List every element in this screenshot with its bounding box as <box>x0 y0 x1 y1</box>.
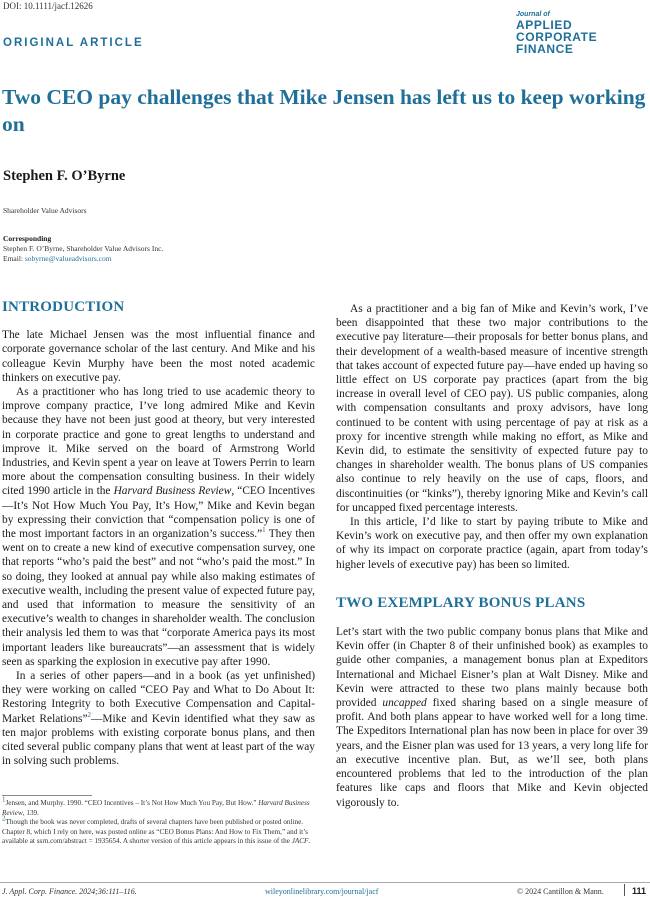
footnote-2-italic: JACF <box>291 837 309 845</box>
section2-p1-text-b: fixed sharing based on a single measure of profit. And both plans appear to have worked well for a long time. The Expeditors International plan has now been in place for over 39 years, and the Eisner plan was used for 13 years, a very long life for an executive incentive plan. But, as we’ll see, both plans encountered problems that led to the introduction of the plan features like caps and floors that Mike and Kevin objected vigorously to. <box>336 697 648 809</box>
footnote-2 <box>2 814 315 847</box>
footnote-divider <box>2 795 92 796</box>
footnote-1-number: 1 <box>2 795 6 804</box>
email-label: Email: <box>3 254 25 263</box>
corresponding-name: Stephen F. O’Byrne, Shareholder Value Advisors Inc. <box>3 244 164 253</box>
intro-paragraph-1: The late Michael Jensen was the most influential finance and corporate governance scholar of the last century. And Mike and his colleague Kevin Murphy have been the most noted academic thinkers on executive pay. <box>2 329 315 384</box>
intro-heading: INTRODUCTION <box>2 299 125 315</box>
footnote-2-text-b: . <box>308 837 311 845</box>
footer-citation: J. Appl. Corp. Finance. 2024;36:111–116. <box>2 887 137 896</box>
intro-p2-text-c: They then went on to create a new kind of executive compensation survey, one that reports “who’s paid the best” and not “who’s paid the most.” In so doing, they looked at annual pay while also making estimates of executive wealth, including the present value of expected future pay, and used that information to measure the sensitivity of an executive’s wealth to changes in shareholder wealth. The conclusion their analysis led them to was that “corporate America pays its most important leaders like bureaucrats”—an assessment that is widely seen as sparking the explosion in executive pay after 1990. <box>2 528 315 668</box>
corresponding-heading: Corresponding <box>3 234 52 243</box>
intro-p2-journal: Harvard Business Review <box>113 485 232 498</box>
right-column <box>336 302 648 810</box>
journal-logo-line1: Journal of <box>516 11 550 18</box>
section2-paragraph-1 <box>336 625 648 810</box>
footnote-1-text-b: , 139. <box>22 808 39 817</box>
article-type-label: ORIGINAL ARTICLE <box>3 37 144 49</box>
doi: DOI: 10.1111/jacf.12626 <box>3 1 93 11</box>
intro-p2-text-a: As a practitioner who has long tried to use academic theory to improve company practice, I’ve long admired Mike and Kevin because they have not been just good at theory, but very interested in corporate practice and gone to great lengths to understand and improve it. Mike served on the board of Armstrong World Industries, and Kevin spent a year on leave at Towers Perrin to learn more about the compensation consulting business. In their widely cited 1990 article in the <box>2 386 315 498</box>
author-name: Stephen F. O’Byrne <box>3 168 126 184</box>
section2-p1-text-a: Let’s start with the two public company bonus plans that Mike and Kevin offer (in Chapter 8 of their unfinished book) as examples to guide other companies, a management bonus plan at Expeditors International and Michael Eisner’s plan at Walt Disney. Mike and Kevin were attracted to these two plans mainly because both provided <box>336 626 648 710</box>
intro-p3-text-b: —Mike and Kevin identified what they saw as ten major problems with existing corporate bonus plans, and then cited several public company plans that went at least part of the way in solving such problems. <box>2 712 315 768</box>
author-affiliation: Shareholder Value Advisors <box>3 206 87 215</box>
page-number: 111 <box>632 886 647 896</box>
email-link[interactable]: sobyrne@valueadvisors.com <box>24 254 112 263</box>
footnote-ref-2[interactable]: 2 <box>87 710 91 719</box>
corresponding-email <box>3 254 112 263</box>
article-title: Two CEO pay challenges that Mike Jensen has left us to keep working on <box>2 85 646 136</box>
intro-paragraph-5: In this article, I’d like to start by paying tribute to Mike and Kevin’s work on executive pay, and then offer my own explanation of why its impact on corporate practice (again, apart from today’s higher levels of executive pay) has been so limited. <box>336 516 648 571</box>
left-column <box>2 300 315 769</box>
intro-p2-text-b: , “CEO Incentives—It’s Not How Much You Pay, It’s How,” Mike and Kevin began by expressing their conviction that “compensation policy is one of the most important factors in an organization’s success.” <box>2 485 315 541</box>
intro-paragraph-3 <box>2 669 315 768</box>
section2-heading: TWO EXEMPLARY BONUS PLANS <box>336 594 586 611</box>
footnotes <box>2 795 315 847</box>
footer-divider <box>0 882 650 883</box>
footnote-1-italic: Harvard Business Review <box>2 799 310 817</box>
journal-logo <box>516 11 650 55</box>
footnote-1 <box>2 795 315 818</box>
footer-url-link[interactable]: wileyonlinelibrary.com/journal/jacf <box>265 887 379 896</box>
footer-copyright: © 2024 Cantillon & Mann. <box>517 887 604 896</box>
footnote-2-text-a: Though the book was never completed, drafts of several chapters have been published or posted online. Chapter 8, which I rely on here, was posted online as “CEO Bonus Plans: And How to Fix Them,” and it’s available at ssrn.com/abstract = 1935654. A shorter version of this article appears in this issue of the <box>2 818 308 845</box>
journal-logo-line3: CORPORATE FINANCE <box>516 30 598 56</box>
intro-paragraph-4: As a practitioner and a big fan of Mike and Kevin’s work, I’ve been disappointed that these two major contributions to the executive pay literature—their proposals for better bonus plans, and their development of a wealth-based measure of incentive strength that takes account of expected future pay—have ended up having so little effect on US corporate pay practices (apart from the big increase in overall level of CEO pay). US public companies, along with compensation consultants and proxy advisors, have long continued to be content with using percentage of pay at risk as a proxy for incentive strength while making no effort, as Mike and Kevin did, to estimate the sensitivity of expected future pay to changes in shareholder wealth. The bonus plans of US companies also continue to rely heavily on the use of caps, floors, and discontinuities (or “kinks”), thereby ignoring Mike and Kevin’s call for uncapped fixed percentage interests. <box>336 303 648 514</box>
section2-p1-italic: uncapped <box>382 697 427 710</box>
footer-separator <box>624 884 625 896</box>
footnote-2-number: 2 <box>2 814 6 823</box>
footnote-ref-1[interactable]: 1 <box>262 526 266 535</box>
intro-p3-text-a: In a series of other papers—and in a book (as yet unfinished) they were working on called “CEO Pay and What to Do About It: Restoring Integrity to both Executive Compensation and Capital-Market Relations” <box>2 670 315 725</box>
intro-paragraph-2 <box>2 385 315 669</box>
footnote-1-text-a: Jensen, and Murphy. 1990. “CEO Incentives – It’s Not How Much You Pay, But How.” <box>5 799 259 807</box>
journal-logo-line2: APPLIED <box>516 18 573 32</box>
